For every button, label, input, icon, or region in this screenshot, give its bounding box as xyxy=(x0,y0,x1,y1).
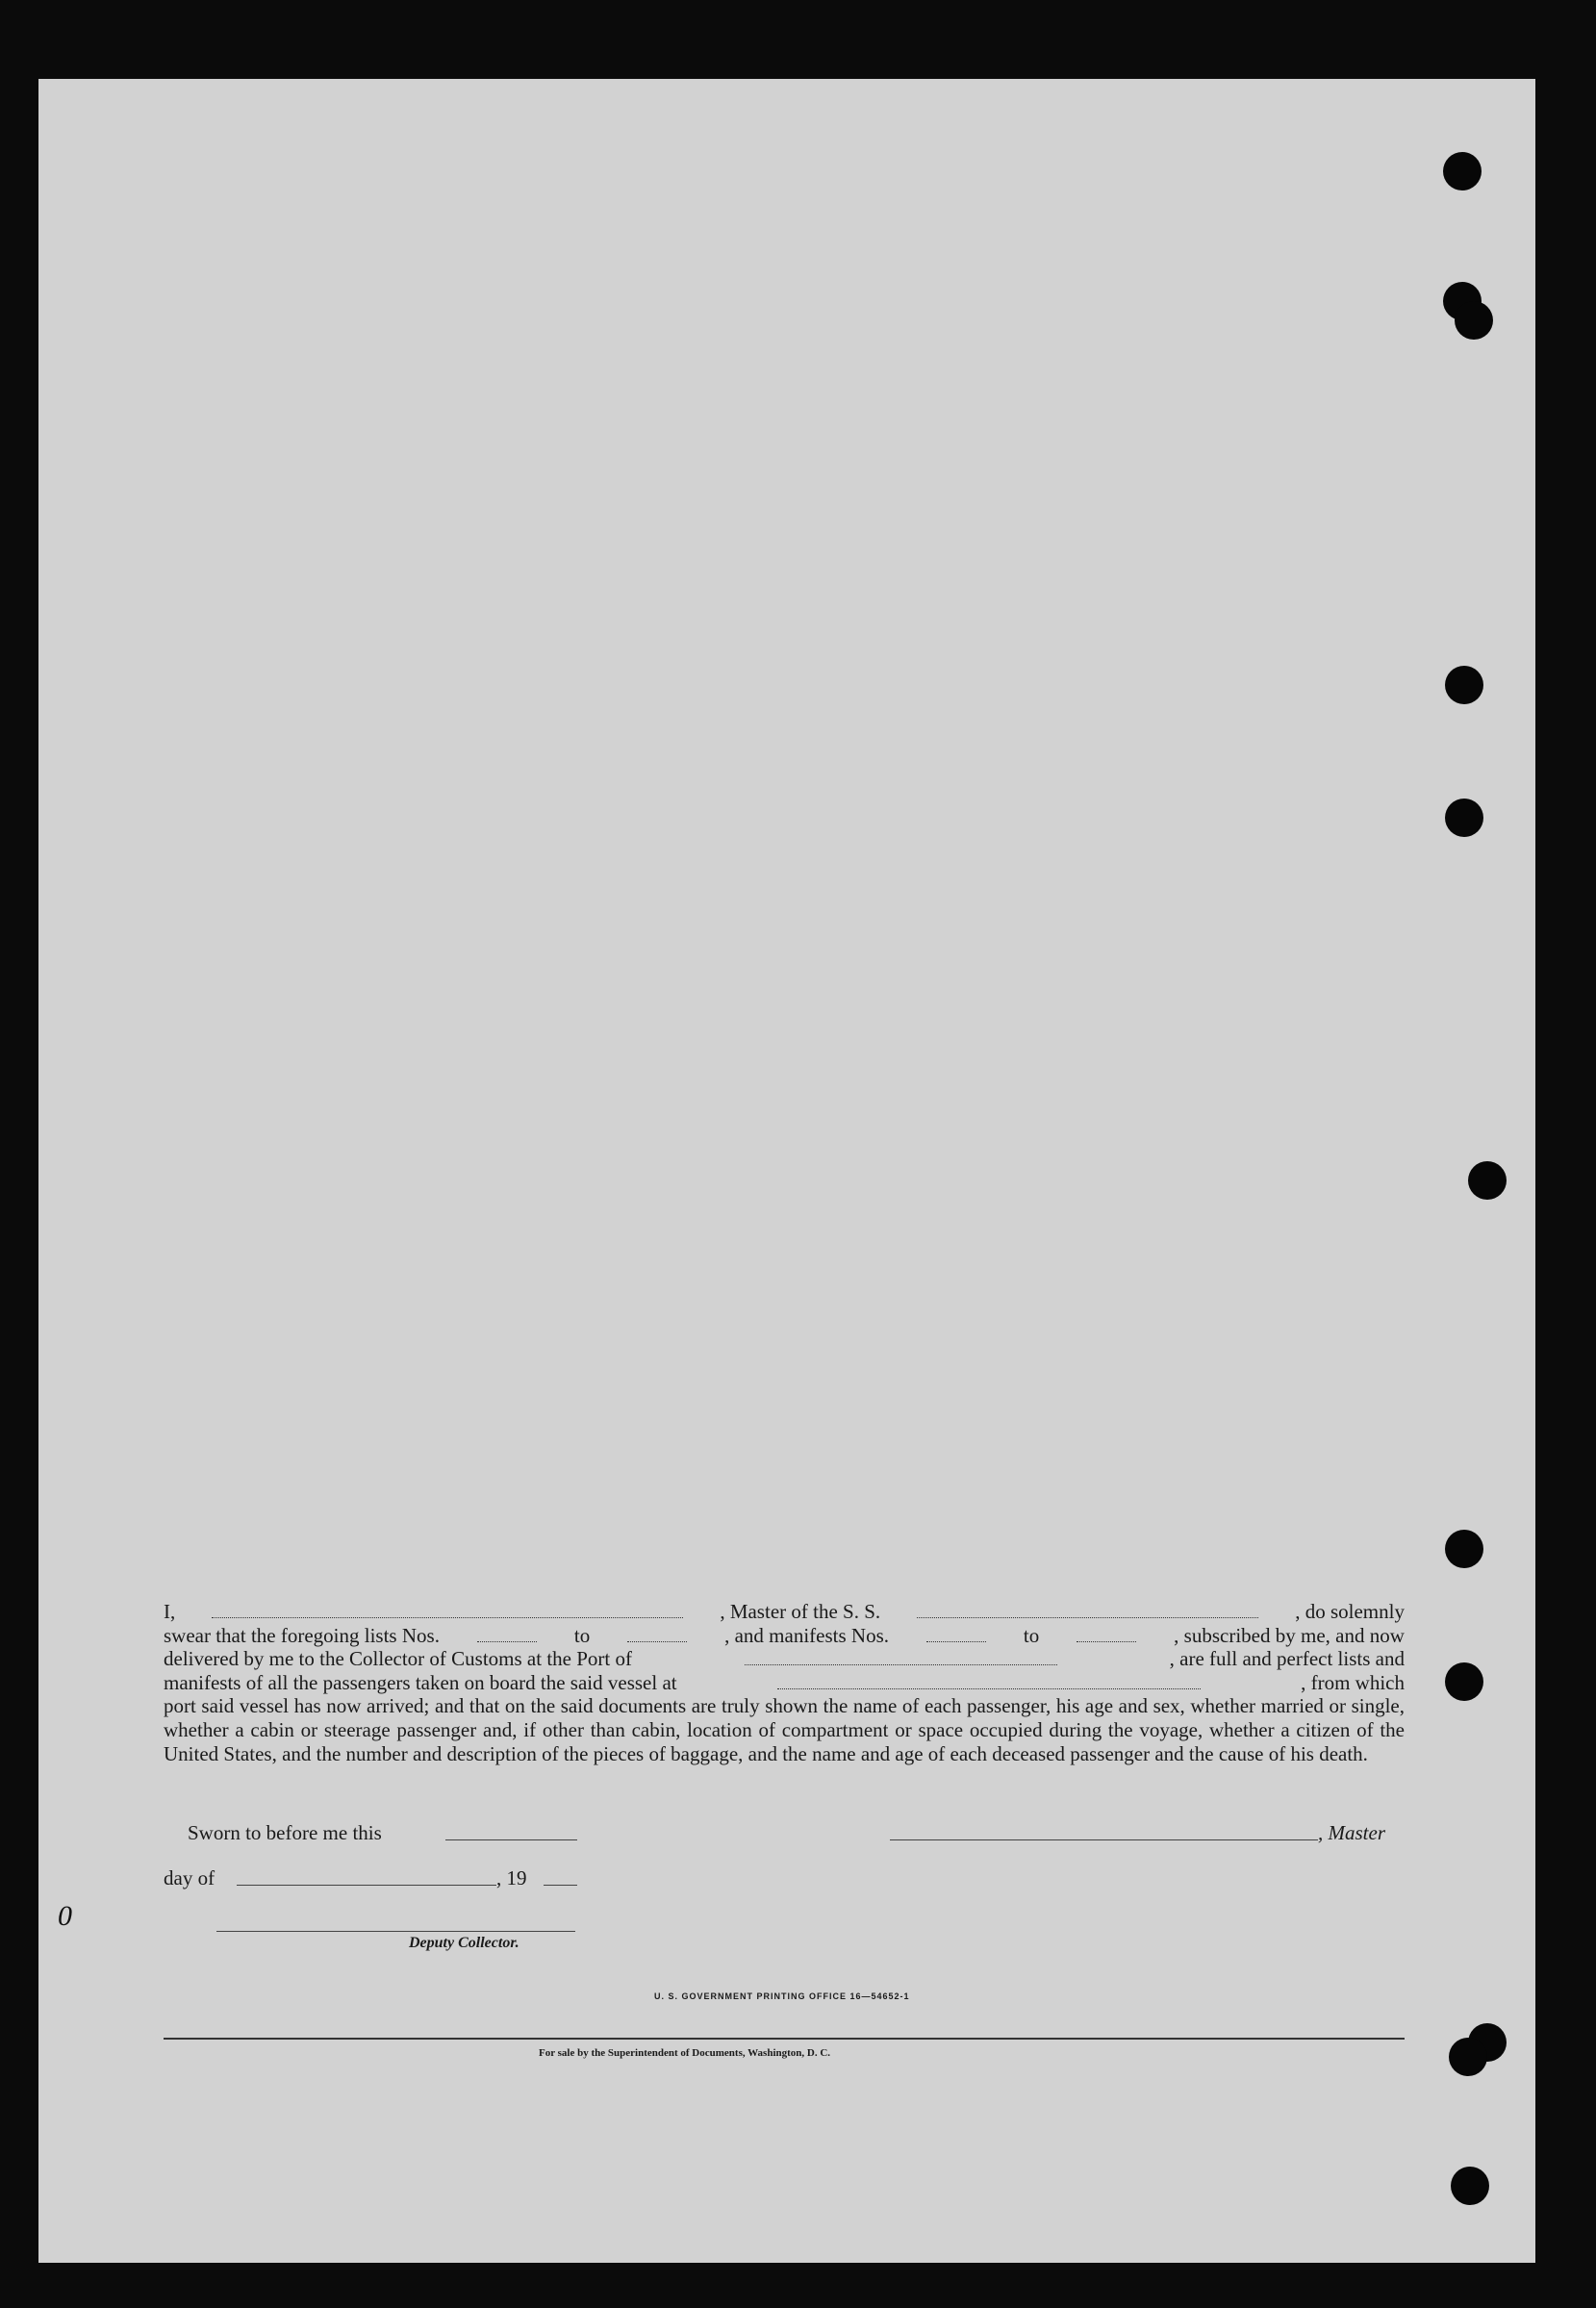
punch-hole xyxy=(1445,666,1483,704)
deputy-signature-line xyxy=(216,1931,575,1932)
oath-line2-c: , and manifests Nos. xyxy=(724,1623,890,1647)
printing-office-imprint: U. S. GOVERNMENT PRINTING OFFICE 16—54652-1 xyxy=(654,1991,910,2001)
oath-line3-a: delivered by me to the Collector of Customs at the Port of xyxy=(164,1647,632,1671)
margin-mark: 0 xyxy=(58,1900,72,1932)
punch-hole xyxy=(1445,799,1483,837)
oath-line2-e: , subscribed by me, and now xyxy=(1174,1623,1405,1647)
sale-notice: For sale by the Superintendent of Documents, Washington, D. C. xyxy=(539,2047,831,2059)
sworn-date-line xyxy=(445,1839,577,1840)
punch-hole xyxy=(1449,2038,1487,2076)
list-to-blank xyxy=(627,1628,687,1642)
oath-line1-c: , do solemnly xyxy=(1295,1600,1405,1623)
ship-blank xyxy=(917,1604,1258,1618)
form-sheet xyxy=(38,79,1535,2263)
oath-line4-b: , from which xyxy=(1301,1670,1405,1694)
footer-rule xyxy=(164,2038,1405,2040)
list-from-blank xyxy=(477,1628,537,1642)
year-label: , 19 xyxy=(496,1866,527,1890)
oath-line2-b: to xyxy=(573,1623,591,1647)
day-of-line xyxy=(237,1885,496,1886)
oath-line4-a: manifests of all the passengers taken on board the said vessel at xyxy=(164,1670,677,1694)
deputy-collector-label: Deputy Collector. xyxy=(409,1935,519,1951)
origin-port-blank xyxy=(777,1675,1201,1689)
punch-hole xyxy=(1443,152,1482,190)
sworn-label: Sworn to before me this xyxy=(188,1821,382,1844)
name-blank xyxy=(212,1604,683,1618)
oath-line1-a: I, xyxy=(164,1600,176,1623)
oath-body: port said vessel has now arrived; and that on the said documents are truly shown the name of each passenger, his age and sex, whether married or single, whether a cabin or steerage passenger and, if other than cabin, location of compartment or space occupied during the voyage, whether a citizen of the United States, and the number and description of the pieces of baggage, and the name and age of each deceased passenger and the cause of his death. xyxy=(164,1694,1405,1765)
oath-line2-d: to xyxy=(1023,1623,1040,1647)
punch-hole xyxy=(1445,1530,1483,1568)
manifest-from-blank xyxy=(926,1628,986,1642)
port-blank xyxy=(745,1651,1057,1665)
manifest-to-blank xyxy=(1077,1628,1136,1642)
day-of-label: day of xyxy=(164,1866,215,1890)
punch-hole xyxy=(1445,1662,1483,1701)
master-signature-line xyxy=(890,1839,1318,1840)
punch-hole xyxy=(1451,2167,1489,2205)
year-line xyxy=(544,1885,577,1886)
oath-line1-b: , Master of the S. S. xyxy=(720,1600,881,1623)
punch-hole xyxy=(1455,301,1493,340)
punch-hole xyxy=(1468,1161,1507,1200)
master-oath xyxy=(164,1600,1405,1765)
master-label: , Master xyxy=(1318,1821,1385,1844)
oath-line3-b: , are full and perfect lists and xyxy=(1169,1647,1405,1671)
oath-line2-a: swear that the foregoing lists Nos. xyxy=(164,1623,440,1647)
